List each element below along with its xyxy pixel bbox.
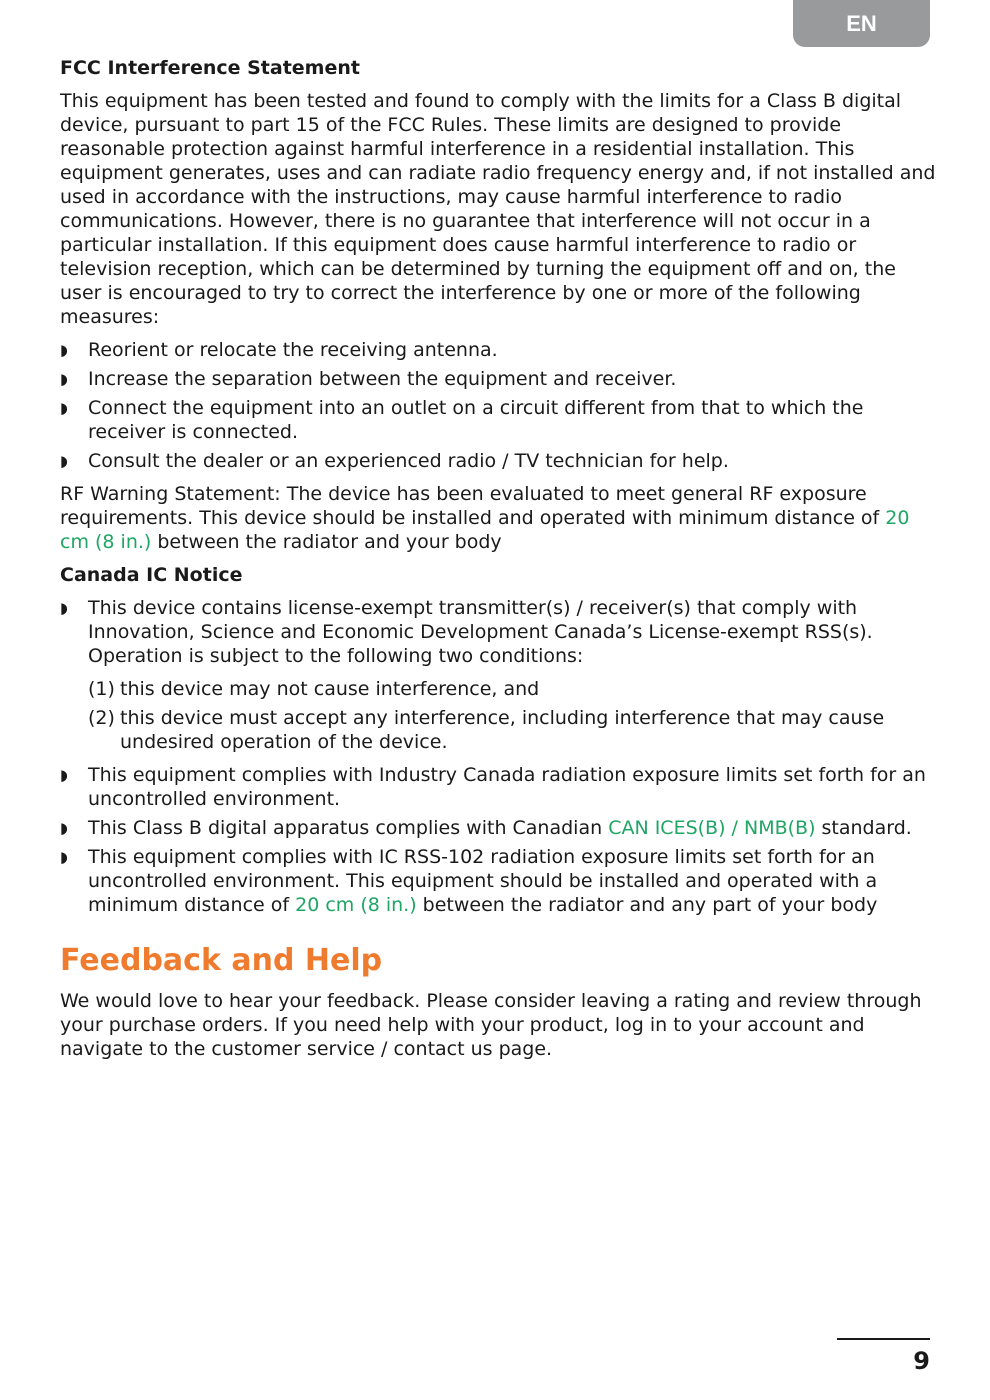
triangle-right-bullet-icon: ◗ [60,399,68,417]
canada-notice-list [60,596,940,917]
rf-warning-statement: RF Warning Statement: The device has been evaluated to meet general RF exposure requirements. This device should be installed and operated with minimum distance of 20 cm (8 in.) between the radiator and your body [60,483,910,553]
list-item: ◗ This equipment complies with Industry Canada radiation exposure limits set forth for an uncontrolled environment. [60,764,926,810]
triangle-right-bullet-icon: ◗ [60,766,68,784]
conditions-list [88,677,940,754]
footer-divider [837,1338,930,1340]
condition-item: (1) this device may not cause interference, and [88,678,540,700]
ic-distance-highlight: 20 cm (8 in.) [295,894,417,916]
triangle-right-bullet-icon: ◗ [60,370,68,388]
page-content [60,56,940,1061]
list-item: ◗ Reorient or relocate the receiving antenna. [60,339,498,361]
list-item: ◗ Consult the dealer or an experienced radio / TV technician for help. [60,450,729,472]
condition-item: (2) this device must accept any interference, including interference that may cause undesired operation of the device. [88,707,885,753]
fcc-measures-list [60,338,940,473]
triangle-right-bullet-icon: ◗ [60,599,68,617]
language-tab [793,0,930,47]
list-item: ◗ Connect the equipment into an outlet on a circuit different from that to which the receiver is connected. [60,397,864,443]
canada-heading: Canada IC Notice [60,564,243,586]
triangle-right-bullet-icon: ◗ [60,848,68,866]
list-item: ◗ This equipment complies with IC RSS-102 radiation exposure limits set forth for an uncontrolled environment. This equipment should be installed and operated with a minimum distance of 20 cm (8 in.) between the radiator and any part of your body [60,846,878,916]
standard-highlight: CAN ICES(B) / NMB(B) [608,817,816,839]
feedback-title: Feedback and Help [60,943,383,978]
fcc-intro: This equipment has been tested and found to comply with the limits for a Class B digital device, pursuant to part 15 of the FCC Rules. These limits are designed to provide reasonable protection against harmful interference in a residential installation. This equipment generates, uses and can radiate radio frequency energy and, if not installed and used in accordance with the instructions, may cause harmful interference to radio communications. However, there is no guarantee that interference will not occur in a particular installation. If this equipment does cause harmful interference to radio or television reception, which can be determined by turning the equipment off and on, the user is encouraged to try to correct the interference by one or more of the following measures: [60,90,936,328]
language-tab-label: EN [846,10,877,36]
triangle-right-bullet-icon: ◗ [60,819,68,837]
feedback-body: We would love to hear your feedback. Please consider leaving a rating and review through your purchase orders. If you need help with your product, log in to your account and navigate to the customer service / contact us page. [60,990,922,1060]
triangle-right-bullet-icon: ◗ [60,341,68,359]
triangle-right-bullet-icon: ◗ [60,452,68,470]
rf-distance-highlight: 20 cm (8 in.) [60,507,910,553]
list-item: ◗ Increase the separation between the equipment and receiver. [60,368,677,390]
list-item: ◗ This device contains license-exempt transmitter(s) / receiver(s) that comply with Innovation, Science and Economic Development Canada’s License-exempt RSS(s). Operation is subject to the following two conditions: (1) this device may not cause interference, and (2) this device must accept any interference, including interference that may cause undesired operation of the device. [60,596,940,754]
page-number: 9 [913,1347,930,1375]
list-item: ◗ This Class B digital apparatus complies with Canadian CAN ICES(B) / NMB(B) standard. [60,817,912,839]
fcc-heading: FCC Interference Statement [60,57,360,79]
